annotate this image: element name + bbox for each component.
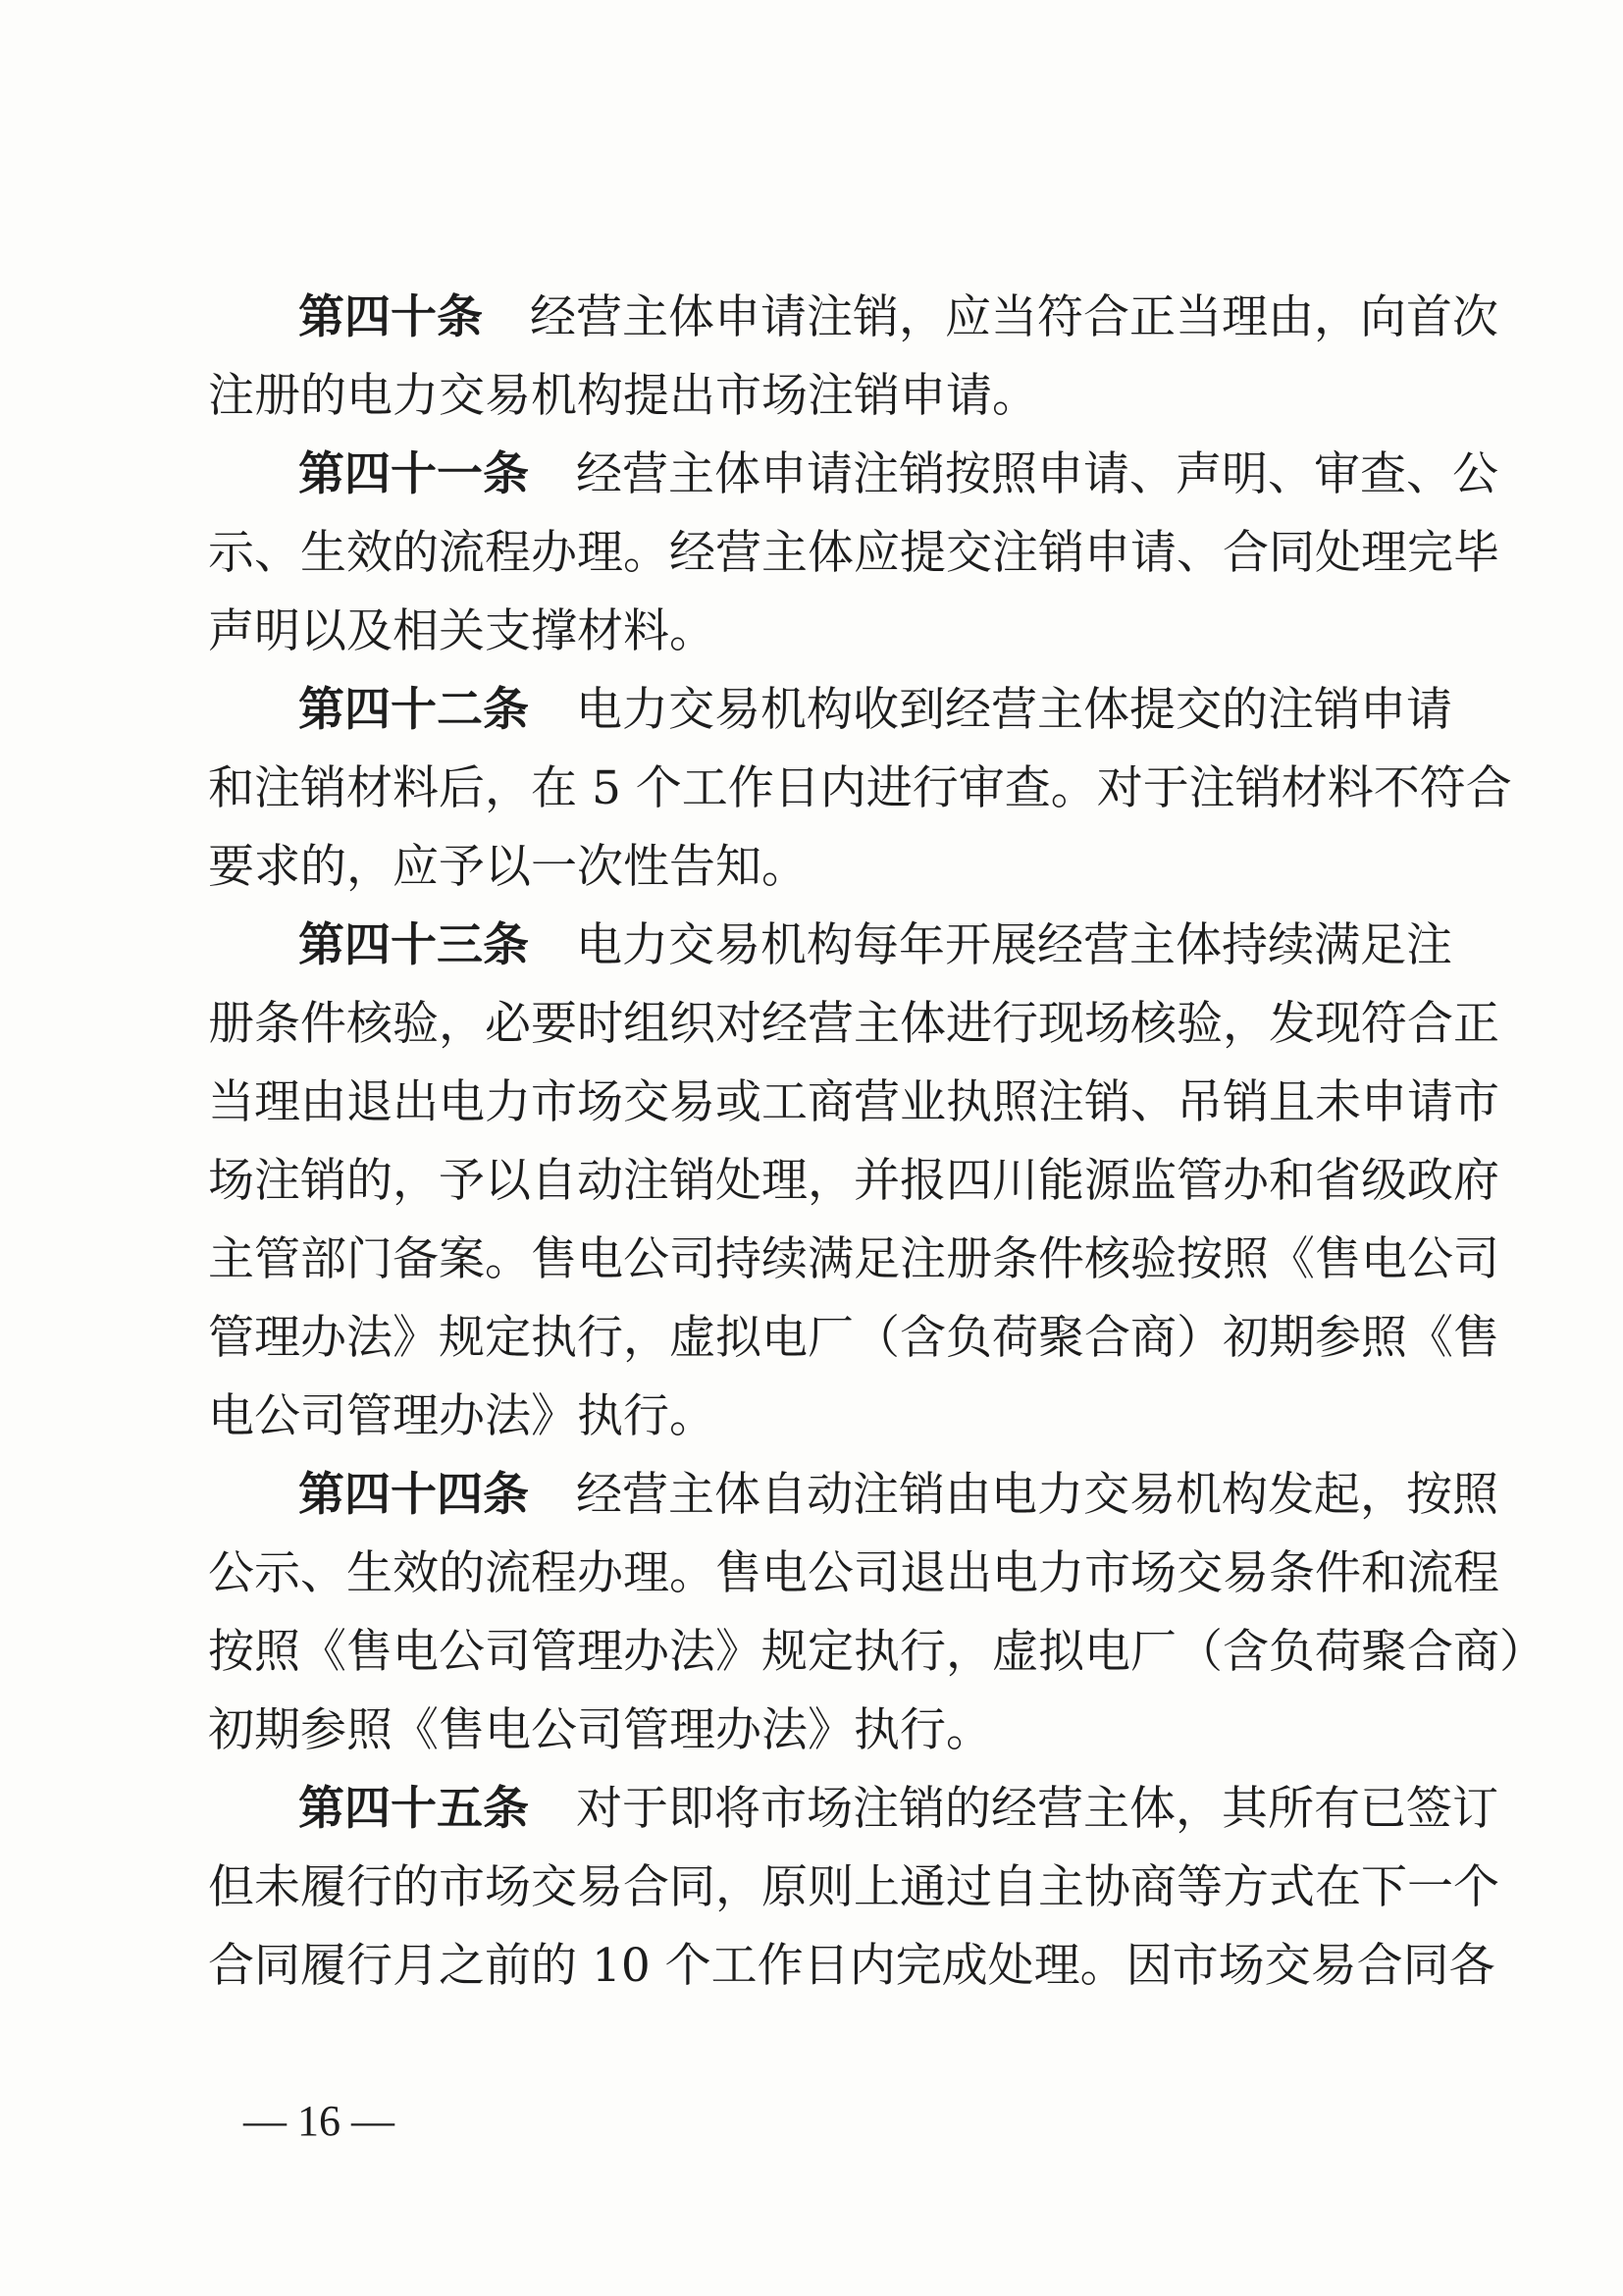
article-45-line-3: 合同履行月之前的 10 个工作日内完成处理。因市场交易合同各: [208, 1939, 1495, 1993]
article-42-line-2: 和注销材料后，在 5 个工作日内进行审查。对于注销材料不符合: [208, 761, 1512, 815]
article-text: 电力交易机构每年开展经营主体持续满足注: [576, 918, 1452, 972]
article-44-line-1: [208, 1456, 1498, 1535]
article-41-line-2: 示、生效的流程办理。经营主体应提交注销申请、合同处理完毕: [208, 526, 1499, 580]
article-text: 电力交易机构收到经营主体提交的注销申请: [576, 683, 1452, 737]
page-body: [208, 279, 1545, 2006]
article-text: 经营主体申请注销，应当符合正当理由，向首次: [530, 290, 1498, 344]
article-number: 第四十五条: [298, 1782, 529, 1836]
article-text: 经营主体申请注销按照申请、声明、审查、公: [576, 447, 1498, 501]
article-number: 第四十一条: [298, 447, 529, 501]
article-text: 对于即将市场注销的经营主体，其所有已签订: [576, 1782, 1498, 1836]
article-40-line-1: [208, 279, 1498, 357]
article-43-line-2: 册条件核验，必要时组织对经营主体进行现场核验，发现符合正: [208, 997, 1499, 1051]
article-43-line-4: 场注销的，予以自动注销处理，并报四川能源监管办和省级政府: [208, 1154, 1499, 1208]
article-43-line-1: [208, 907, 1452, 985]
article-44-line-2: 公示、生效的流程办理。售电公司退出电力市场交易条件和流程: [208, 1546, 1499, 1600]
article-number: 第四十条: [298, 290, 483, 344]
article-41-line-1: [208, 436, 1498, 514]
article-text: 经营主体自动注销由电力交易机构发起，按照: [576, 1468, 1498, 1522]
article-42-line-1: [208, 671, 1452, 750]
page-number: — 16 —: [243, 2097, 394, 2145]
article-45-line-1: [208, 1770, 1498, 1849]
article-43-line-7: 电公司管理办法》执行。: [208, 1389, 715, 1443]
article-42-line-3: 要求的，应予以一次性告知。: [208, 840, 808, 894]
article-43-line-6: 管理办法》规定执行，虚拟电厂（含负荷聚合商）初期参照《售: [208, 1311, 1499, 1365]
article-number: 第四十三条: [298, 918, 529, 972]
article-43-line-5: 主管部门备案。售电公司持续满足注册条件核验按照《售电公司: [208, 1232, 1499, 1286]
article-45-line-2: 但未履行的市场交易合同，原则上通过自主协商等方式在下一个: [208, 1860, 1499, 1914]
article-44-line-3: 按照《售电公司管理办法》规定执行，虚拟电厂（含负荷聚合商）: [208, 1625, 1545, 1679]
article-number: 第四十二条: [298, 683, 529, 737]
article-41-line-3: 声明以及相关支撑材料。: [208, 604, 715, 658]
article-43-line-3: 当理由退出电力市场交易或工商营业执照注销、吊销且未申请市: [208, 1075, 1499, 1129]
article-44-line-4: 初期参照《售电公司管理办法》执行。: [208, 1703, 992, 1757]
article-40-line-2: 注册的电力交易机构提出市场注销申请。: [208, 369, 1038, 423]
article-number: 第四十四条: [298, 1468, 529, 1522]
